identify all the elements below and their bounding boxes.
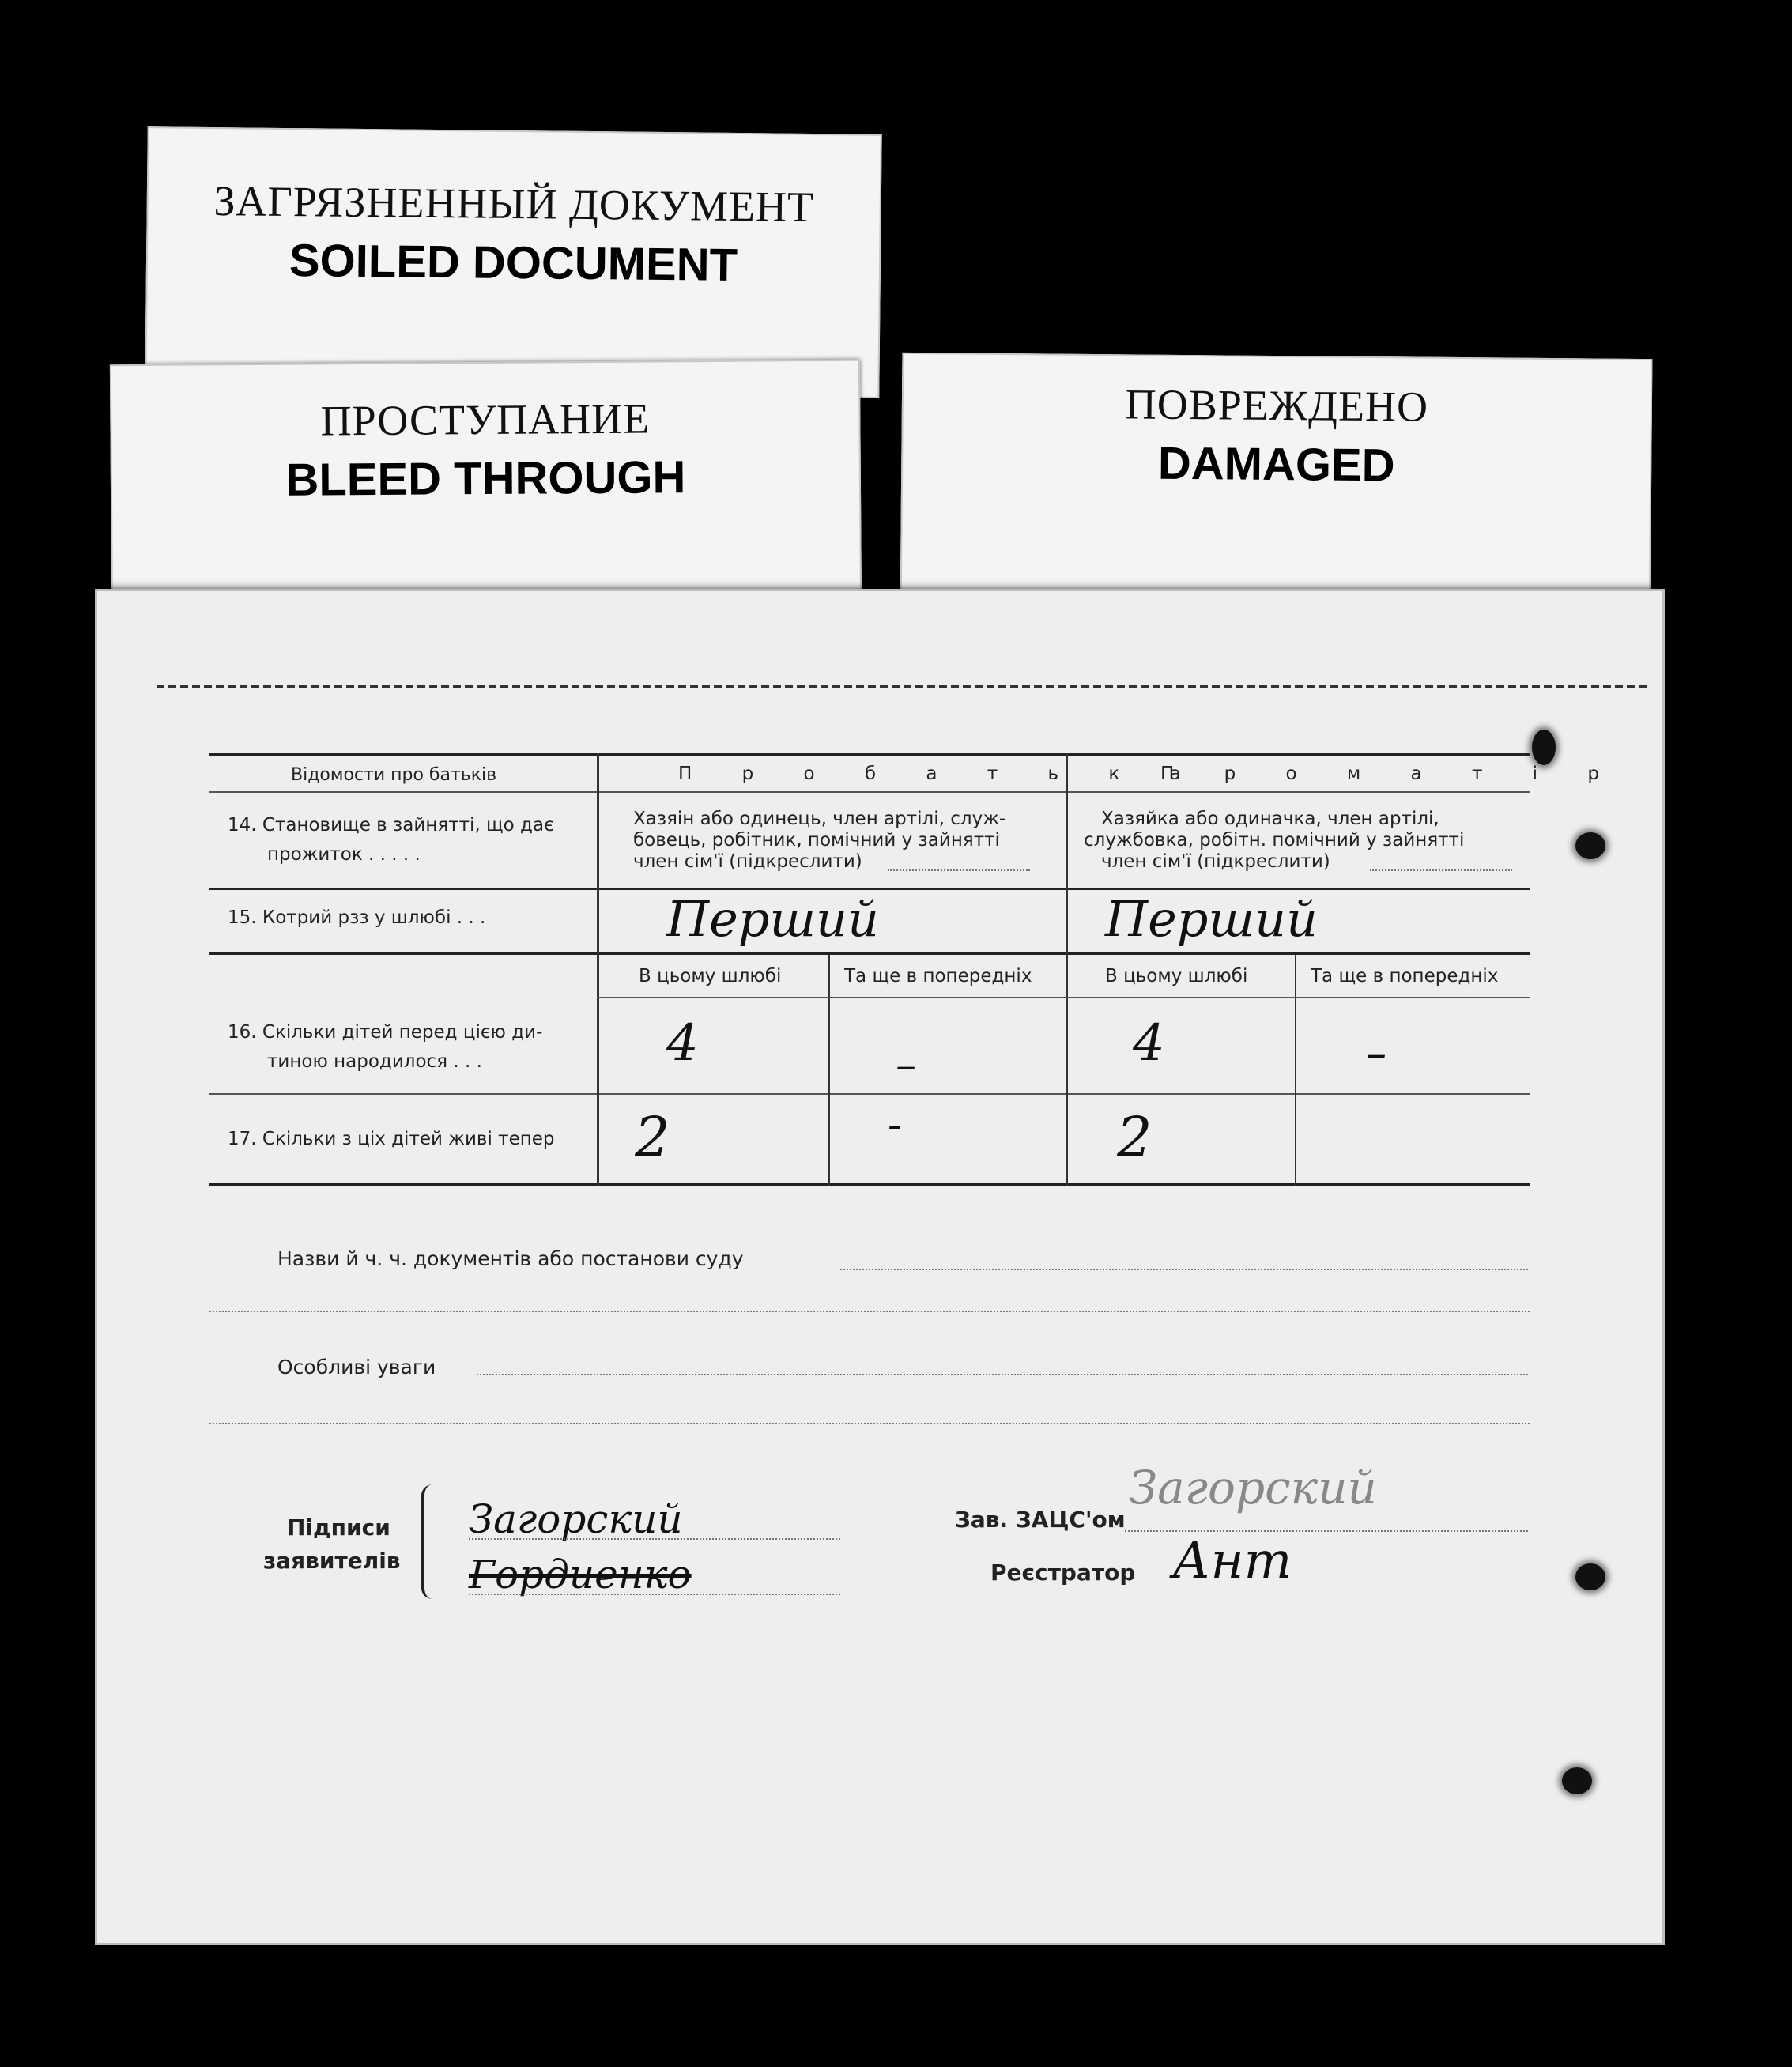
damaged-flag-ru: ПОВРЕЖДЕНО xyxy=(1125,380,1429,431)
applicants-label-2: заявителів xyxy=(263,1548,401,1574)
signature-brace xyxy=(421,1484,436,1599)
tear-line xyxy=(157,685,1647,688)
soiled-document-flag xyxy=(145,126,881,398)
father-previous: Та ще в попередніх xyxy=(844,966,1032,986)
row14-label-1: 14. Становище в зайнятті, що дає xyxy=(228,815,554,835)
table-bottom-rule xyxy=(209,1183,1530,1186)
row14-father-3: член сім'ї (підкреслити) xyxy=(633,851,862,872)
mother-previous: Та ще в попередніх xyxy=(1311,966,1499,986)
row15-rule xyxy=(209,952,1530,955)
header-father: П р о б а т ь к а xyxy=(678,764,1203,784)
head-label: Зав. ЗАЦС'ом xyxy=(955,1507,1126,1533)
head-signature: Загорский xyxy=(1129,1461,1377,1514)
documents-line-2 xyxy=(209,1311,1530,1312)
remarks-line xyxy=(477,1374,1528,1375)
applicants-label-1: Підписи xyxy=(287,1514,390,1541)
row14-mother-3: член сім'ї (підкреслити) xyxy=(1101,851,1330,872)
punch-hole xyxy=(1575,832,1605,859)
row16-label-2: тиною народилося . . . xyxy=(267,1051,482,1072)
punch-hole xyxy=(1532,730,1556,765)
row17-father-this: 2 xyxy=(635,1105,670,1170)
punch-hole xyxy=(1562,1767,1592,1794)
row17-mother-this: 2 xyxy=(1117,1105,1153,1170)
header-parents-info: Відомости про батьків xyxy=(291,765,497,785)
col-divider xyxy=(1295,955,1296,1186)
soiled-flag-en: SOILED DOCUMENT xyxy=(289,235,738,291)
row14-father-1: Хазяін або одинець, член артілі, служ- xyxy=(633,809,1006,829)
applicant2-line xyxy=(469,1594,840,1595)
row16-father-this: 4 xyxy=(666,1014,699,1073)
soiled-flag-ru: ЗАГРЯЗНЕННЫЙ ДОКУМЕНТ xyxy=(213,177,815,231)
col-divider xyxy=(1066,753,1068,1186)
applicant1-line xyxy=(469,1538,840,1540)
registrar-signature: Ант xyxy=(1172,1532,1292,1590)
row14-mother-1: Хазяйка або одиначка, член артілі, xyxy=(1101,809,1439,829)
registration-form-sheet xyxy=(95,589,1665,1945)
row17-father-prev: - xyxy=(888,1101,902,1149)
row17-label: 17. Скільки з ціх дітей живі тепер xyxy=(228,1129,555,1149)
damaged-flag-en: DAMAGED xyxy=(1157,437,1395,492)
table-header-rule xyxy=(209,791,1530,793)
row14-mother-dots xyxy=(1370,869,1512,871)
table-top-rule xyxy=(209,753,1530,756)
remarks-label: Особливі уваги xyxy=(277,1356,436,1379)
documents-line xyxy=(840,1269,1528,1270)
father-this-marriage: В цьому шлюбі xyxy=(639,966,782,986)
bleed-flag-en: BLEED THROUGH xyxy=(285,451,686,506)
bleed-through-flag xyxy=(110,360,862,621)
applicant1-signature: Загорский xyxy=(469,1496,683,1542)
col-divider xyxy=(597,753,599,1186)
registrar-label: Реєстратор xyxy=(990,1560,1136,1586)
row16-mother-this: 4 xyxy=(1133,1014,1165,1073)
damaged-flag xyxy=(900,353,1653,623)
row14-label-2: прожиток . . . . . xyxy=(267,844,421,865)
row16-label-1: 16. Скільки дітей перед цією ди- xyxy=(228,1022,543,1043)
punch-hole xyxy=(1575,1563,1605,1590)
row16-father-prev: – xyxy=(896,1042,916,1089)
row15-label: 15. Котрий рзз у шлюбі . . . xyxy=(228,907,486,928)
applicant2-signature: Гордиенко xyxy=(469,1552,692,1597)
header-mother: П р о м а т і р xyxy=(1160,764,1621,784)
row14-father-2: бовець, робітник, помічний у зайнятті xyxy=(633,830,1000,851)
remarks-line-2 xyxy=(209,1423,1530,1424)
mother-this-marriage: В цьому шлюбі xyxy=(1105,966,1248,986)
row14-father-dots xyxy=(888,869,1030,871)
row14-mother-2: службовка, робітн. помічний у зайнятті xyxy=(1084,830,1465,851)
row16-mother-prev: – xyxy=(1366,1030,1386,1077)
row15-father-value: Перший xyxy=(666,890,880,948)
row15-mother-value: Перший xyxy=(1105,890,1319,948)
col-divider xyxy=(828,955,830,1186)
subheader-rule xyxy=(597,997,1530,998)
bleed-flag-ru: ПРОСТУПАНИЕ xyxy=(320,394,651,445)
documents-label: Назви й ч. ч. документів або постанови суду xyxy=(277,1247,744,1270)
row16-rule xyxy=(209,1093,1530,1095)
